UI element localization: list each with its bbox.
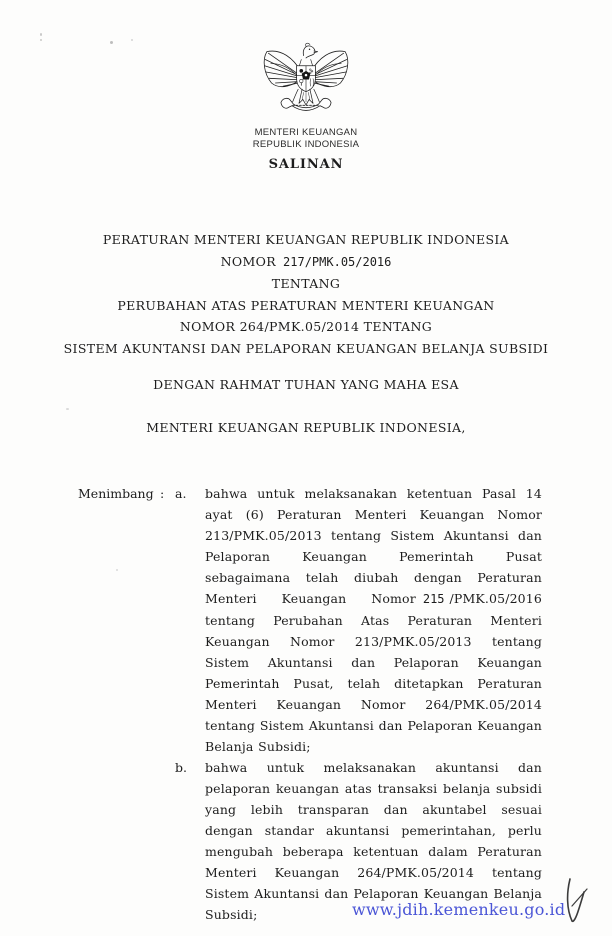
jdih-url-link[interactable]: www.jdih.kemenkeu.go.id: [352, 900, 566, 919]
item-a-typed-number: 215: [422, 592, 445, 606]
authority-line: MENTERI KEUANGAN REPUBLIK INDONESIA,: [146, 420, 466, 435]
considering-colon: :: [160, 486, 165, 501]
scan-speck: [40, 33, 42, 36]
item-text-b: bahwa untuk melaksanakan akuntansi dan pelaporan keuangan atas transaksi belanja subsidi yang lebih transparan dan akuntabel sesuai dengan standar akuntansi pemerintahan, perlu mengubah beberapa ketentuan dalam Peraturan Menteri Keuangan 264/PMK.05/2014 tentang Sistem Akuntansi dan Pelaporan Keuangan Belanja Subsidi;: [205, 760, 542, 922]
ministry-name-line1: MENTERI KEUANGAN: [254, 127, 358, 138]
title-line-5: NOMOR 264/PMK.05/2014 TENTANG: [179, 319, 433, 334]
title-line-4: PERUBAHAN ATAS PERATURAN MENTERI KEUANGAN: [117, 297, 495, 313]
nomor-typed-value: 217/PMK.05/2016: [283, 254, 392, 269]
considering-item-a: [175, 483, 542, 757]
garuda-pancasila-emblem: [259, 42, 353, 128]
grace-line: DENGAN RAHMAT TUHAN YANG MAHA ESA: [153, 377, 459, 392]
scan-speck: [66, 408, 69, 410]
tentang-line: TENTANG: [271, 276, 341, 291]
title-line-6: SISTEM AKUNTANSI DAN PELAPORAN KEUANGAN BELANJA SUBSIDI: [63, 340, 549, 356]
item-a-text-after: /PMK.05/2016 tentang Perubahan Atas Peraturan Menteri Keuangan Nomor 213/PMK.05/2013 tentang Sistem Akuntansi dan Pelaporan Keuangan Pemerintah Pusat, telah ditetapkan Peraturan Menteri Keuangan Nomor 264/PMK.05/2014 tentang Sistem Akuntansi dan Pelaporan Keuangan Belanja Subsidi;: [205, 591, 542, 754]
item-a-text-before: bahwa untuk melaksanakan ketentuan Pasal 14 ayat (6) Peraturan Menteri Keuangan Nomor 213/PMK.05/2013 tentang Sistem Akuntansi dan Pelaporan Keuangan Pemerintah Pusat sebagaimana telah diubah dengan Peraturan Menteri Keuangan Nomor: [205, 486, 542, 606]
considering-section: [78, 483, 542, 925]
title-line-1: PERATURAN MENTERI KEUANGAN REPUBLIK INDONESIA: [102, 232, 510, 247]
ministry-name-line2: REPUBLIK INDONESIA: [252, 138, 360, 150]
regulation-title: [0, 229, 612, 359]
considering-label: Menimbang: [78, 486, 154, 501]
nomor-label: NOMOR: [220, 253, 277, 269]
ministry-name: [0, 127, 612, 150]
item-marker-b: b.: [175, 760, 187, 775]
handwritten-initial-mark: [558, 876, 594, 934]
scan-speck: [110, 41, 113, 44]
scan-speck: [131, 39, 133, 41]
considering-items: [175, 483, 542, 925]
item-text-a: [205, 483, 542, 757]
item-marker-a: a.: [175, 486, 187, 501]
scan-speck: [40, 39, 42, 41]
regulation-number-line: [0, 251, 612, 274]
salinan-stamp: SALINAN: [268, 157, 344, 172]
